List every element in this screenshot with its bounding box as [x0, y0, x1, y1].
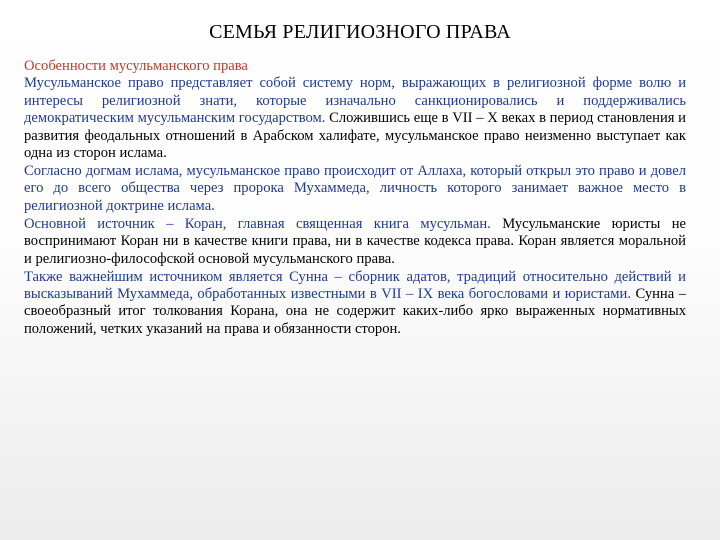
- paragraph-3-lead: Основной источник – Коран, главная священная книга мусульман.: [24, 215, 491, 232]
- paragraph-1-lead: Мусульманское право представляет собой систему норм, выражающих в религиозной форме волю и интересы религиозной знати, которые изначально санкционировались и поддерживались демократическим мусульманским государством.: [24, 75, 686, 127]
- paragraph-3: [24, 216, 686, 268]
- paragraph-4: [24, 269, 686, 339]
- paragraph-4-rest: Сунна – своеобразный итог толкования Корана, она не содержит каких-либо ярко выраженных нормативных положений, четких указаний на права и обязанности сторон.: [24, 286, 686, 337]
- slide-body: [24, 58, 686, 339]
- paragraph-3-rest: Мусульманские юристы не воспринимают Коран ни в качестве книги права, ни в качестве кодекса права. Коран является моральной и религиозно-философской основой мусульманского права.: [24, 215, 686, 267]
- paragraph-2: [24, 163, 686, 215]
- paragraph-1: [24, 75, 686, 162]
- paragraph-4-lead: Также важнейшим источником является Сунна – сборник адатов, традиций относительно действий и высказываний Мухаммеда, обработанных известными в VII – IX века богословами и юристами.: [24, 268, 686, 303]
- section-heading: Особенности мусульманского права: [24, 58, 248, 74]
- slide-title: СЕМЬЯ РЕЛИГИОЗНОГО ПРАВА: [209, 21, 511, 43]
- paragraph-1-rest: Сложившись еще в VII – X веках в период становления и развития феодальных отношений в Арабском халифате, мусульманское право неизменно выступает как одна из сторон ислама.: [24, 110, 686, 162]
- paragraph-2-lead: Согласно догмам ислама, мусульманское право происходит от Аллаха, который открыл это право и довел его до всего общества через пророка Мухаммеда, личность которого занимает важное место в религиозной доктрине ислама.: [24, 163, 686, 214]
